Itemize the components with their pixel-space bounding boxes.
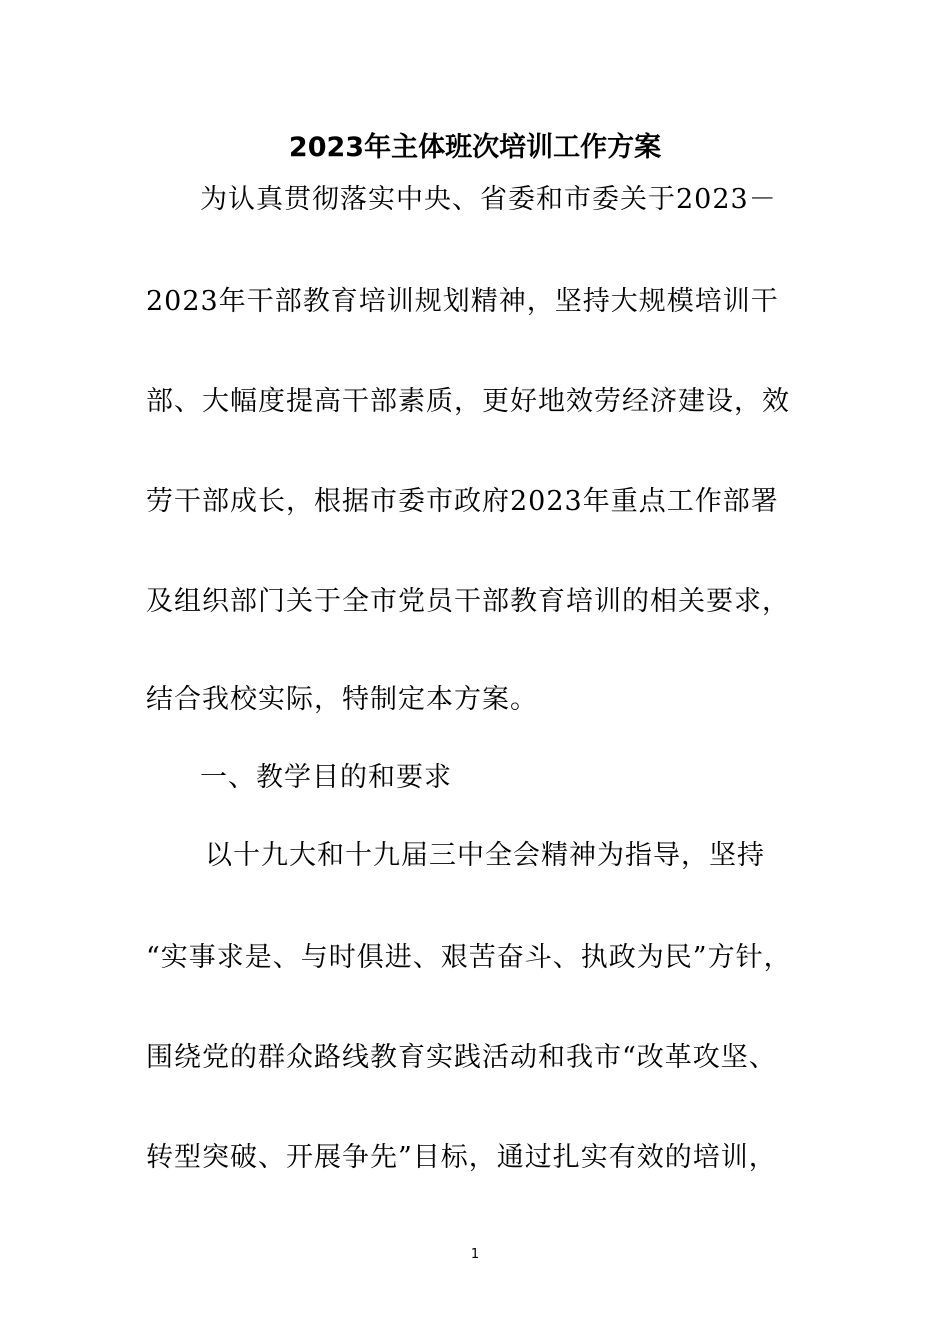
paragraph-line-7: 以十九大和十九届三中全会精神为指导，坚持	[205, 840, 765, 871]
page-number: 1	[470, 1247, 480, 1262]
paragraph-line-1: 为认真贯彻落实中央、省委和市委关于2023－	[200, 184, 777, 215]
document-title: 2023年主体班次培训工作方案	[288, 132, 662, 163]
paragraph-line-8: “实事求是、与时俱进、艰苦奋斗、执政为民”方针，	[146, 942, 792, 973]
paragraph-line-4: 劳干部成长，根据市委市政府2023年重点工作部署	[146, 486, 779, 517]
paragraph-line-2: 2023年干部教育培训规划精神，坚持大规模培训干	[146, 286, 779, 317]
section-heading-1: 一、教学目的和要求	[200, 762, 452, 793]
paragraph-line-9: 围绕党的群众路线教育实践活动和我市“改革攻坚、	[146, 1042, 777, 1073]
paragraph-line-6: 结合我校实际，特制定本方案。	[146, 684, 538, 715]
paragraph-line-5: 及组织部门关于全市党员干部教育培训的相关要求，	[146, 586, 790, 617]
paragraph-line-10: 转型突破、开展争先”目标，通过扎实有效的培训，	[146, 1142, 777, 1173]
paragraph-line-3: 部、大幅度提高干部素质，更好地效劳经济建设，效	[146, 386, 790, 417]
